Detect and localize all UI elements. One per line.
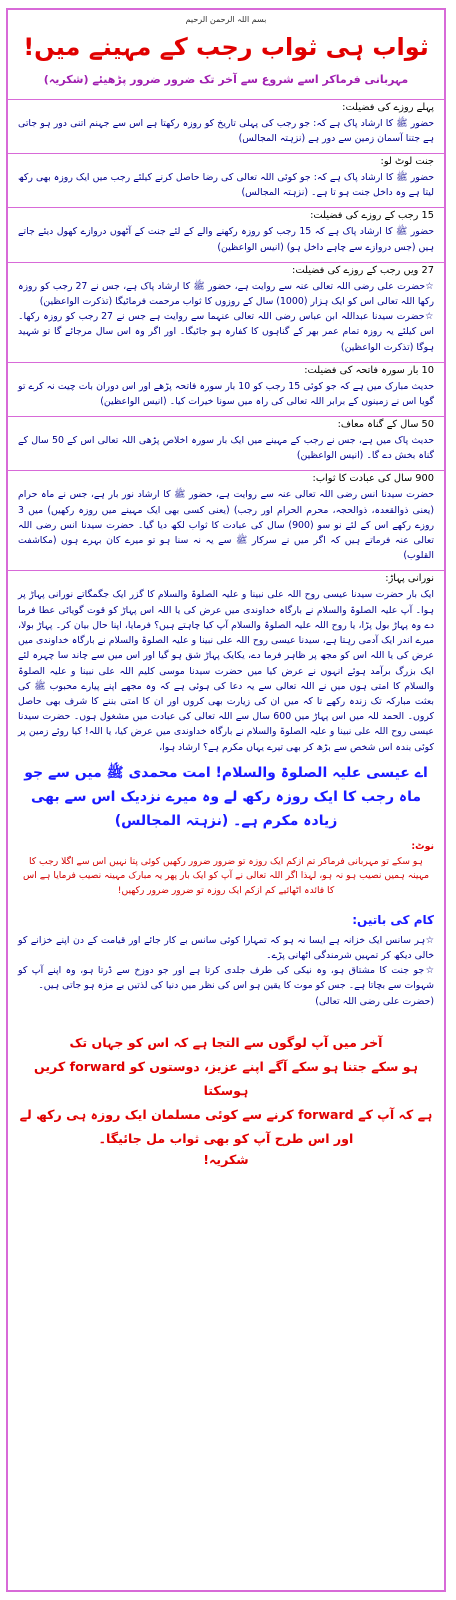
section-block bbox=[18, 358, 434, 412]
section-heading: 900 سال کی عبادت کا ثواب: bbox=[312, 473, 434, 485]
closing-appeal bbox=[18, 1031, 434, 1151]
section-block bbox=[18, 203, 434, 257]
section-block bbox=[18, 95, 434, 149]
section-block bbox=[18, 258, 434, 358]
document-frame bbox=[6, 8, 446, 1592]
closing-line: اور اس طرح آپ کو بھی ثواب مل جائیگا۔ bbox=[98, 1130, 354, 1146]
section-text: حضور ﷺ کا ارشاد پاک ہے کہ 15 رجب کو روزہ رکھنے والے کے لئے جنت کے آٹھوں دروازے کھول دیئے جاتے ہیں (جس دروازے سے چاہے داخل ہو) (انیس الواعظین) bbox=[18, 226, 434, 253]
section-text: حضور ﷺ کا ارشاد پاک ہے کہ: جو رجب کی پہلی تاریخ کو روزہ رکھتا ہے اس سے جہنم اتنی دور ہو جاتی ہے جتنا آسمان زمین سے دور ہے (نزہتہ المجالس) bbox=[18, 117, 434, 144]
sayings-text: ☆ہر سانس ایک خزانہ ہے ایسا نہ ہو کہ تمہارا کوئی سانس بے کار جائے اور قیامت کے دن اپنے خزانے کو خالی دیکھ کر تمہیں شرمندگی اٹھانی پڑے۔ ☆جو جنت کا مشتاق ہو، وہ نیکی کی طرف جلدی کرتا ہے اور جو دوزخ سے ڈرتا ہو، وہ اپنے آپ کو شہوات سے بچاتا ہے۔ جس کو موت کا یقین ہو اس کی نظر میں دنیا کی لذتیں بے مزہ ہو جاتی ہیں۔ (حضرت علی رضی اللہ تعالی) bbox=[18, 934, 434, 1007]
section-heading: نورانی پہاڑ: bbox=[385, 573, 434, 585]
closing-line: آخر میں آپ لوگوں سے التجا ہے کہ اس کو جہاں تک bbox=[69, 1034, 383, 1050]
read-request: مہربانی فرماکر اسے شروع سے آخر تک ضرور ضرور پڑھیئے (شکریہ) bbox=[43, 73, 409, 87]
section-text: حدیث مبارک میں ہے کہ جو کوئی 15 رجب کو 10 بار سورہ فاتحہ پڑھے اور اس دوران بات چیت نہ کرے تو گویا اس نے زمینوں کے برابر اللہ تعالی کی راہ میں سونا خیرات کیا۔ (انیس الواعظین) bbox=[18, 380, 434, 407]
section-text: ایک بار حضرت سیدنا عیسی روح اللہ علی نبینا و علیہ الصلوۃ والسلام کا گزر ایک جگمگاتے نورانی پہاڑ پر ہوا۔ آپ علیہ الصلوۃ والسلام نے بارگاہ خداوندی میں عرض کی یا اللہ اس پہاڑ کو قوت گویائی عطا فرما دے وہ پہاڑ بول پڑا، یا روح اللہ علیہ الصلوۃ والسلام آپ کیا چاہتے ہیں؟ فرمایا، اپنا حال بیان کر۔ پہاڑ بولا، میرے اندر ایک آدمی رہتا ہے، سیدنا عیسی روح اللہ علی نبینا و علیہ الصلوۃ والسلام نے بارگاہ خداوندی میں عرض کی یا اللہ اس کو مجھ پر ظاہر فرما دے، یکایک پہاڑ شق ہو گیا اور اس میں سے چاند سا چہرہ لئے ایک بزرگ برآمد ہوئے انہوں نے عرض کیا میں حضرت سیدنا موسی کلیم اللہ علی نبینا و علیہ الصلوۃ والسلام کا امتی ہوں میں نے اللہ تعالی سے یہ دعا کی ہوئی ہے کہ وہ مجھے اپنے پیارے محبوب ﷺ کی بعثت مبارکہ تک زندہ رکھے تا کہ میں ان کی زیارت بھی کروں اور ان کا امتی بننے کا شرف بھی حاصل کروں۔ الحمد للہ میں اس پہاڑ میں 600 سال سے اللہ تعالی کی عبادت میں مشغول ہوں۔ حضرت سیدنا عیسی روح اللہ علی نبینا و علیہ الصلوۃ والسلام نے بارگاہ خداوندی میں عرض کیا، یا اللہ! کیا روئے زمین پر کوئی بندہ اس شخص سے بڑھ کر بھی تیرے یہاں مکرم ہے؟ ارشاد ہوا، bbox=[18, 589, 435, 753]
section-heading: 50 سال کے گناہ معاف: bbox=[337, 419, 434, 431]
sections-list bbox=[18, 95, 434, 758]
document-page bbox=[8, 10, 444, 1179]
section-block bbox=[18, 412, 434, 466]
section-block bbox=[18, 466, 434, 566]
section-block bbox=[18, 149, 434, 203]
closing-line: ہے کہ آپ کے forward کرنے سے کوئی مسلمان ایک روزہ ہی رکھ لے bbox=[19, 1106, 433, 1122]
divine-saying: اے عیسی علیہ الصلوۃ والسلام! امت محمدی ﷺ میں سے جو ماہ رجب کا ایک روزہ رکھ لے وہ میرے نزدیک اس سے بھی زیادہ مکرم ہے۔ (نزہتہ المجالس) bbox=[24, 764, 428, 829]
section-heading: پہلے روزے کی فضیلت: bbox=[342, 101, 434, 113]
bismillah: بسم اللہ الرحمن الرحیم bbox=[185, 15, 267, 24]
section-block bbox=[18, 566, 434, 757]
page-title: ثواب ہی ثواب رجب کے مہینے میں! bbox=[23, 33, 429, 62]
note-heading: نوٹ: bbox=[411, 841, 434, 853]
sayings-heading: کام کی باتیں: bbox=[352, 913, 434, 928]
section-heading: 27 ویں رجب کے روزے کی فضیلت: bbox=[292, 264, 434, 276]
section-text: حضور ﷺ کا ارشاد پاک ہے کہ: جو کوئی اللہ تعالی کی رضا حاصل کرنے کیلئے رجب میں ایک روزہ بھی رکھ لیتا ہے وہ داخل جنت ہو تا ہے۔ (نزہتہ المجالس) bbox=[18, 171, 434, 199]
thanks: شکریہ! bbox=[203, 1152, 249, 1168]
section-text: حدیث پاک میں ہے، جس نے رجب کے مہینے میں ایک بار سورہ اخلاص پڑھی اللہ تعالی اس کے 50 سال کے گناہ بخش دے گا۔ (انیس الواعظین) bbox=[18, 434, 434, 462]
note-text: ہو سکے تو مہربانی فرماکر تم ازکم ایک روزہ تو ضرور ضرور رکھیں کوئی پتا نہیں اس سے اگلا رجب کا مہینہ ہمیں نصیب ہو نہ ہو، لہذا اگر اللہ تعالی نے آپ کو ایک بار پھر یہ مبارک مہینہ نصیب فرمایا ہے اس کا فائدہ اٹھائیے کم ازکم ایک روزہ تو ضرور ضرور رکھیں! bbox=[23, 855, 429, 897]
section-heading: 10 بار سورہ فاتحہ کی فضیلت: bbox=[304, 364, 434, 376]
section-text: ☆حضرت علی رضی اللہ تعالی عنہ سے روایت ہے، حضور ﷺ کا ارشاد پاک ہے، جس نے 27 رجب کو روزہ رکھا اللہ تعالی اس کو ایک ہزار (1000) سال کے روزوں کا ثواب مرحمت فرمائیگا (تذکرت الواعظین) ☆حضرت سیدنا عبداللہ ابن عباس رضی اللہ تعالی عنہما سے روایت ہے جس نے 27 رجب کو روزہ رکھا۔ اس کیلئے یہ روزہ تمام عمر بھر کے گناہوں کا کفارہ ہو جائیگا۔ اور اگر وہ اس سال مرجائے گا تو شہید ہوگا (تذکرت الواعظین) bbox=[18, 280, 434, 353]
section-text: حضرت سیدنا انس رضی اللہ تعالی عنہ سے روایت ہے، حضور ﷺ کا ارشاد نور بار ہے، جس نے ماہ حرام (یعنی ذوالقعدہ، ذوالحجہ، محرم الحرام اور رجب) (یعنی کسی بھی ایک مہینے میں روزہ رکھیں) میں 3 روزے رکھے اس کے لئے نو سو (900) سال کی عبادت کا ثواب لکھ دیا گیا۔ حضرت سیدنا انس رضی اللہ تعالی عنہ فرماتے ہیں کہ اگر میں نے سرکار ﷺ سے یہ نہ سنا ہو تو میرے کان بہرے ہوں (مکاشفت القلوب) bbox=[18, 489, 434, 562]
section-heading: 15 رجب کے روزے کی فضیلت: bbox=[310, 210, 434, 222]
closing-line: ہو سکے جتنا ہو سکے آگے اپنے عزیز، دوستوں کو forward کریں ہوسکتا bbox=[33, 1058, 419, 1098]
section-heading: جنت لوٹ لو: bbox=[380, 156, 434, 168]
